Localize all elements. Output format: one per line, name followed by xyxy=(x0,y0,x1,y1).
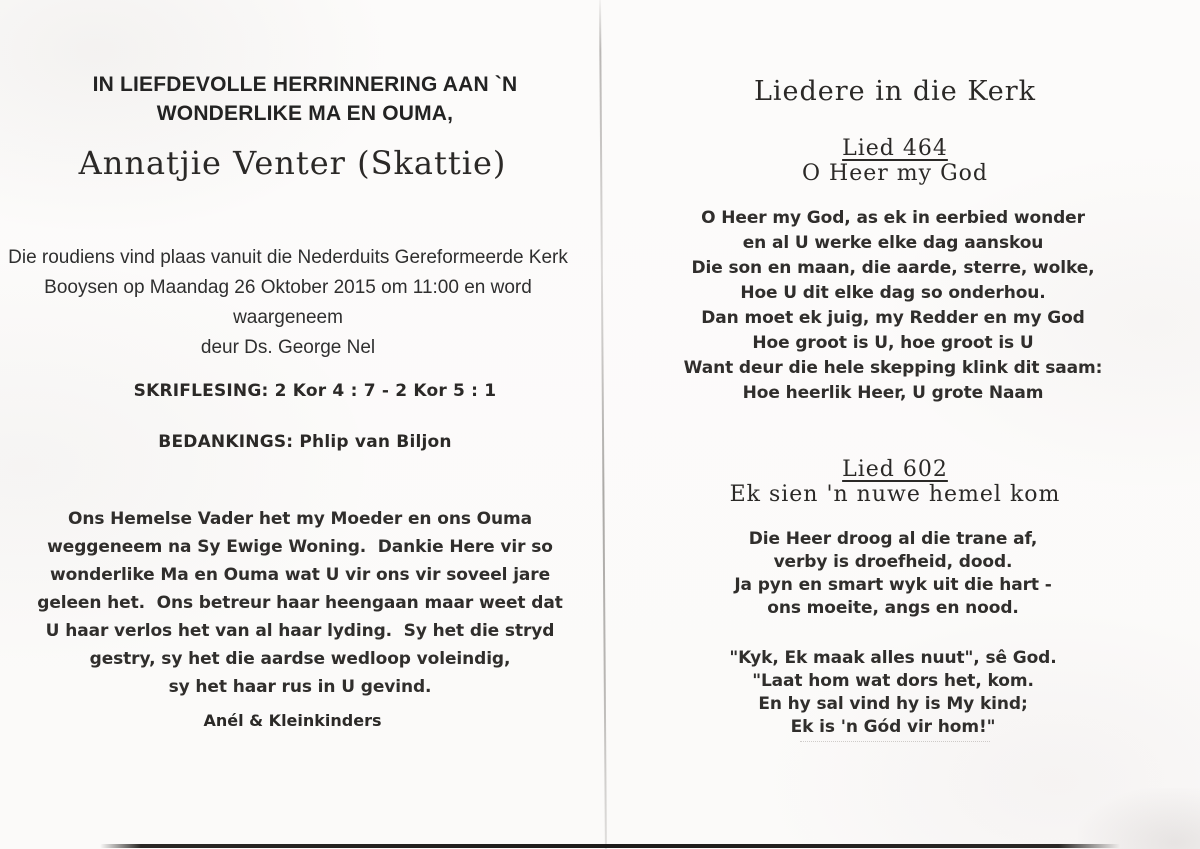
song2-title: Ek sien 'n nuwe hemel kom xyxy=(729,482,1061,507)
song2-number-text: Lied 602 xyxy=(842,457,948,482)
text-line: Dan moet ek juig, my Redder en my God xyxy=(701,308,1085,328)
song2-verse1 xyxy=(600,528,1186,620)
song1-title: O Heer my God xyxy=(802,161,988,186)
text-line: Want deur die hele skepping klink dit saam: xyxy=(683,358,1103,378)
memorial-heading xyxy=(40,70,570,128)
text-line: Die Heer droog al die trane af, xyxy=(748,529,1038,549)
text-line: O Heer my God, as ek in eerbied wonder xyxy=(701,208,1085,228)
text-line: weggeneem na Sy Ewige Woning. Dankie Here vir so xyxy=(47,537,553,557)
text-line: Hoe U dit elke dag so onderhou. xyxy=(740,283,1046,303)
memorial-heading-line1: IN LIEFDEVOLLE HERRINNERING AAN `N xyxy=(92,73,518,96)
text-line: U haar verlos het van al haar lyding. Sy het die stryd xyxy=(45,621,555,641)
corner-shadow xyxy=(1078,788,1200,849)
scan-smudge xyxy=(800,741,990,744)
song1-number xyxy=(610,136,1180,161)
deceased-name: Annatjie Venter (Skattie) xyxy=(78,144,507,182)
text-line: Hoe groot is U, hoe groot is U xyxy=(752,333,1034,353)
scripture-reading: SKRIFLESING: 2 Kor 4 : 7 - 2 Kor 5 : 1 xyxy=(133,381,497,401)
text-line: geleen het. Ons betreur haar heengaan maar weet dat xyxy=(37,593,563,613)
text-line: Die son en maan, die aarde, sterre, wolke, xyxy=(691,258,1095,278)
text-line: wonderlike Ma en Ouma wat U vir ons vir soveel jare xyxy=(49,565,551,585)
scanner-edge-artifact xyxy=(100,844,1120,848)
tribute-text xyxy=(20,505,580,701)
text-line: "Laat hom wat dors het, kom. xyxy=(752,671,1034,691)
text-line: Ek is 'n Gód vir hom!" xyxy=(790,717,996,737)
text-line: "Kyk, Ek maak alles nuut", sê God. xyxy=(729,648,1057,668)
text-line: verby is droefheid, dood. xyxy=(773,552,1013,572)
text-line: Ons Hemelse Vader het my Moeder en ons Ouma xyxy=(67,509,532,529)
song1-verse xyxy=(600,206,1186,406)
songs-title: Liedere in die Kerk xyxy=(753,76,1037,107)
text-line: Ja pyn en smart wyk uit die hart - xyxy=(734,575,1052,595)
song2-number xyxy=(610,457,1180,482)
text-line: ons moeite, angs en nood. xyxy=(767,598,1019,618)
text-line: Die roudiens vind plaas vanuit die Nederduits Gereformeerde Kerk xyxy=(8,247,568,268)
text-line: deur Ds. George Nel xyxy=(200,337,376,358)
song2-verse2 xyxy=(600,647,1186,739)
song1-number-text: Lied 464 xyxy=(842,136,948,161)
text-line: En hy sal vind hy is My kind; xyxy=(758,694,1028,714)
memorial-heading-line2: WONDERLIKE MA EN OUMA, xyxy=(156,102,454,125)
text-line: sy het haar rus in U gevind. xyxy=(168,677,432,697)
service-details xyxy=(8,243,568,363)
signature-line: Anél & Kleinkinders xyxy=(203,711,382,730)
text-line: Booysen op Maandag 26 Oktober 2015 om 11:00 en word waargeneem xyxy=(44,277,538,328)
thanks-line: BEDANKINGS: Phlip van Biljon xyxy=(158,432,452,452)
text-line: gestry, sy het die aardse wedloop voleindig, xyxy=(89,649,511,669)
text-line: en al U werke elke dag aanskou xyxy=(742,233,1044,253)
text-line: Hoe heerlik Heer, U grote Naam xyxy=(742,383,1044,403)
